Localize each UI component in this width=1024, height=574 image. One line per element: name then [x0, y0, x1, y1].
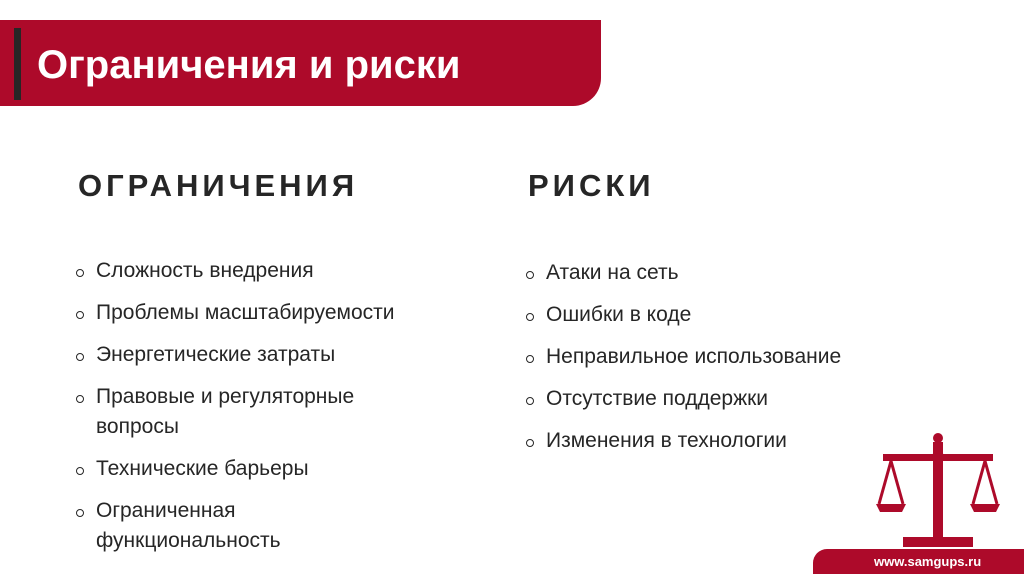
limitations-list — [76, 256, 496, 556]
bullet-icon — [76, 509, 84, 517]
scales-icon — [875, 432, 1001, 552]
list-item: Изменения в технологии — [526, 426, 946, 456]
title-accent-bar — [14, 28, 21, 100]
bullet-icon — [526, 355, 534, 363]
bullet-icon — [526, 439, 534, 447]
bullet-icon — [76, 353, 84, 361]
list-item: Атаки на сеть — [526, 258, 946, 288]
limitations-heading: ОГРАНИЧЕНИЯ — [78, 168, 359, 203]
list-item: Ошибки в коде — [526, 300, 946, 330]
footer-website: www.samgups.ru — [874, 554, 982, 569]
list-item: Ограниченная функциональность — [76, 496, 326, 556]
list-item: Технические барьеры — [76, 454, 496, 484]
bullet-icon — [526, 271, 534, 279]
list-item: Неправильное использование — [526, 342, 946, 372]
page-title: Ограничения и риски — [37, 43, 461, 87]
bullet-icon — [76, 269, 84, 277]
list-item: Отсутствие поддержки — [526, 384, 946, 414]
risks-heading: РИСКИ — [528, 168, 655, 203]
list-item: Правовые и регуляторные вопросы — [76, 382, 416, 442]
risks-list — [526, 258, 946, 456]
bullet-icon — [526, 313, 534, 321]
list-item: Сложность внедрения — [76, 256, 496, 286]
bullet-icon — [76, 395, 84, 403]
bullet-icon — [76, 311, 84, 319]
bullet-icon — [76, 467, 84, 475]
list-item: Энергетические затраты — [76, 340, 496, 370]
bullet-icon — [526, 397, 534, 405]
list-item: Проблемы масштабируемости — [76, 298, 496, 328]
